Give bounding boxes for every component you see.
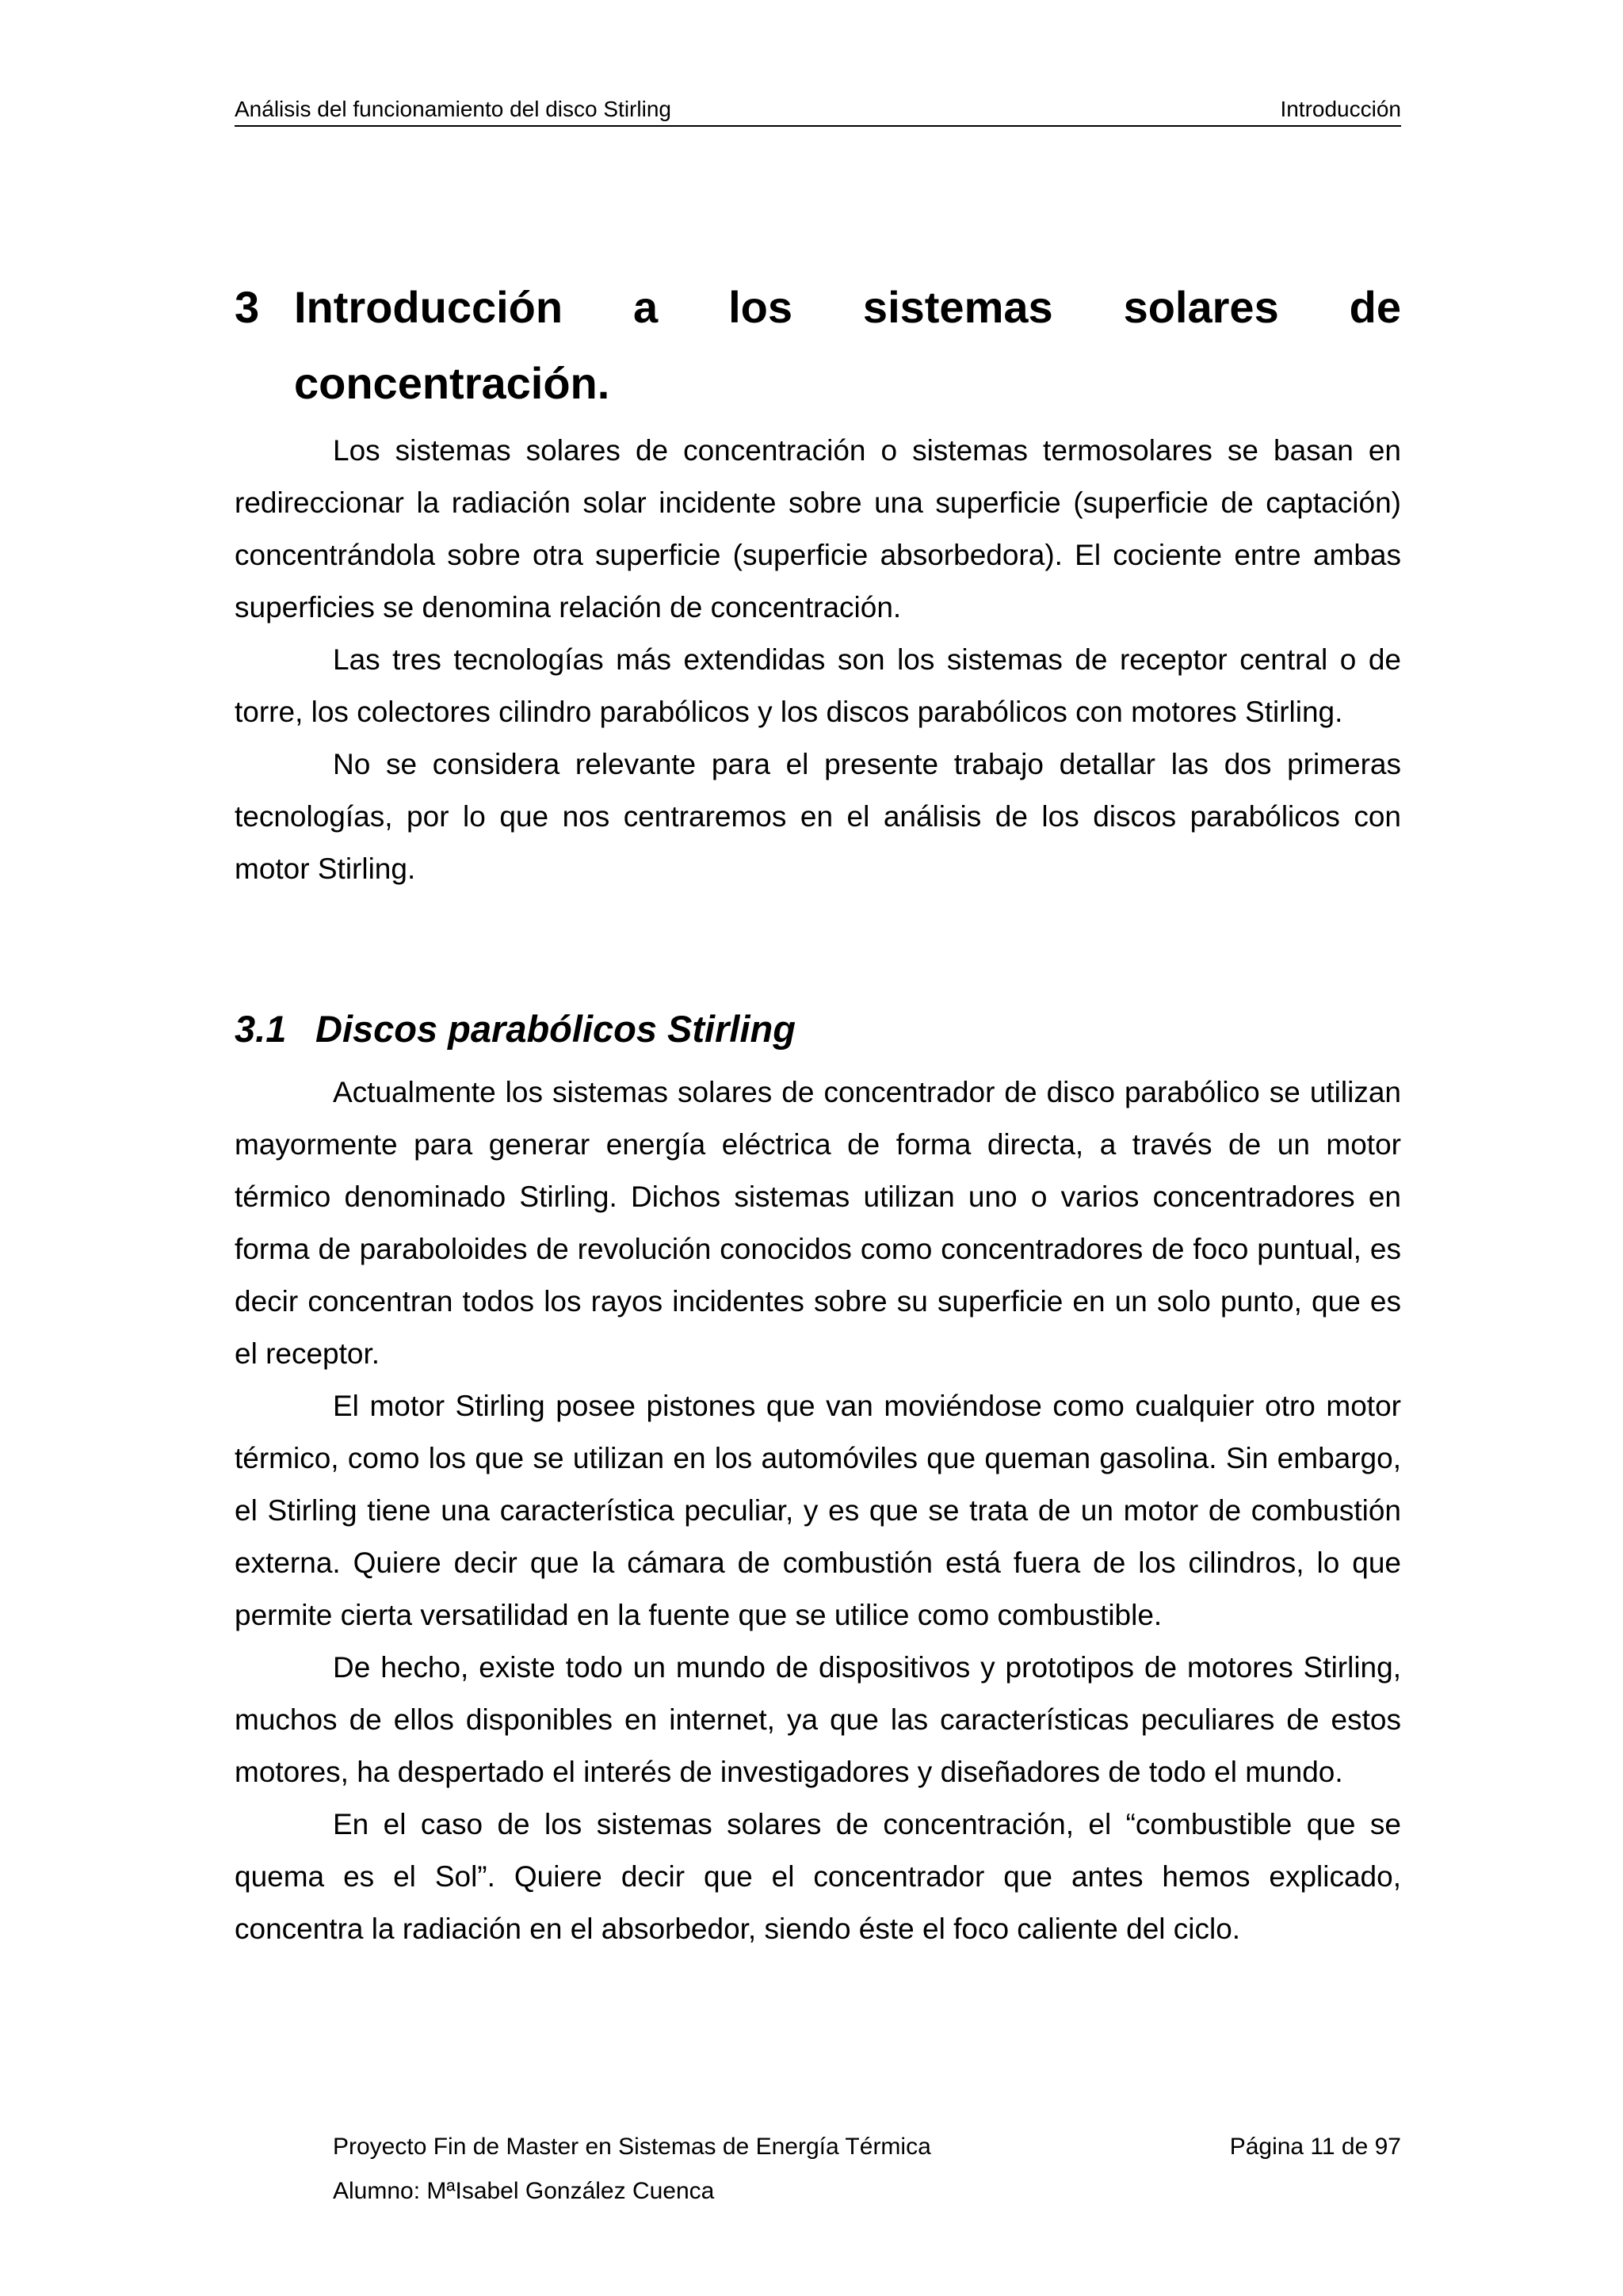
footer-project-title: Proyecto Fin de Master en Sistemas de Energía Térmica — [333, 2134, 931, 2160]
subsection-paragraph: Actualmente los sistemas solares de concentrador de disco parabólico se utilizan mayormente para generar energía eléctrica de forma directa, a través de un motor térmico denominado Stirling. Dichos sistemas utilizan uno o varios concentradores en forma de paraboloides de revolución conocidos como concentradores de foco puntual, es decir concentran todos los rayos incidentes sobre su superficie en un solo punto, que es el receptor. — [235, 1076, 1401, 1370]
subsection-paragraph: En el caso de los sistemas solares de concentración, el “combustible que se quema es el Sol”. Quiere decir que el concentrador que antes hemos explicado, concentra la radiación en el absorbedor, siendo éste el foco caliente del ciclo. — [235, 1808, 1401, 1945]
section-paragraph: No se considera relevante para el presente trabajo detallar las dos primeras tecnologías, por lo que nos centraremos en el análisis de los discos parabólicos con motor Stirling. — [235, 748, 1401, 885]
header-document-title: Análisis del funcionamiento del disco Stirling — [235, 97, 671, 121]
running-header — [235, 95, 1401, 127]
header-chapter-title: Introducción — [1280, 97, 1401, 121]
section-heading — [235, 269, 1401, 421]
section-number: 3 — [235, 282, 260, 332]
subsection-title: Discos parabólicos Stirling — [315, 1008, 796, 1050]
section-paragraph: Las tres tecnologías más extendidas son los sistemas de receptor central o de torre, los colectores cilindro parabólicos y los discos parabólicos con motores Stirling. — [235, 643, 1401, 728]
subsection-paragraph: El motor Stirling posee pistones que van moviéndose como cualquier otro motor térmico, como los que se utilizan en los automóviles que queman gasolina. Sin embargo, el Stirling tiene una característica peculiar, y es que se trata de un motor de combustión externa. Quiere decir que la cámara de combustión está fuera de los cilindros, lo que permite cierta versatilidad en la fuente que se utilice como combustible. — [235, 1390, 1401, 1631]
main-content — [235, 269, 1401, 1955]
footer-student-name: Alumno: MªIsabel González Cuenca — [333, 2178, 715, 2204]
subsection-heading — [235, 1000, 1401, 1058]
subsection-paragraph: De hecho, existe todo un mundo de dispositivos y prototipos de motores Stirling, muchos de ellos disponibles en internet, ya que las características peculiares de estos motores, ha despertado el interés de investigadores y diseñadores de todo el mundo. — [235, 1651, 1401, 1788]
section-title-line-2: concentración. — [294, 358, 610, 408]
section-paragraph: Los sistemas solares de concentración o sistemas termosolares se basan en redireccionar la radiación solar incidente sobre una superficie (superficie de captación) concentrándola sobre otra superficie (superficie absorbedora). El cociente entre ambas superficies se denomina relación de concentración. — [235, 434, 1401, 624]
page-number: Página 11 de 97 — [1229, 2134, 1401, 2160]
subsection-number: 3.1 — [235, 1008, 287, 1050]
section-title-line-1: Introducción a los sistemas solares de — [294, 282, 1401, 332]
section-title — [294, 269, 1401, 421]
page-footer — [333, 2125, 1401, 2214]
